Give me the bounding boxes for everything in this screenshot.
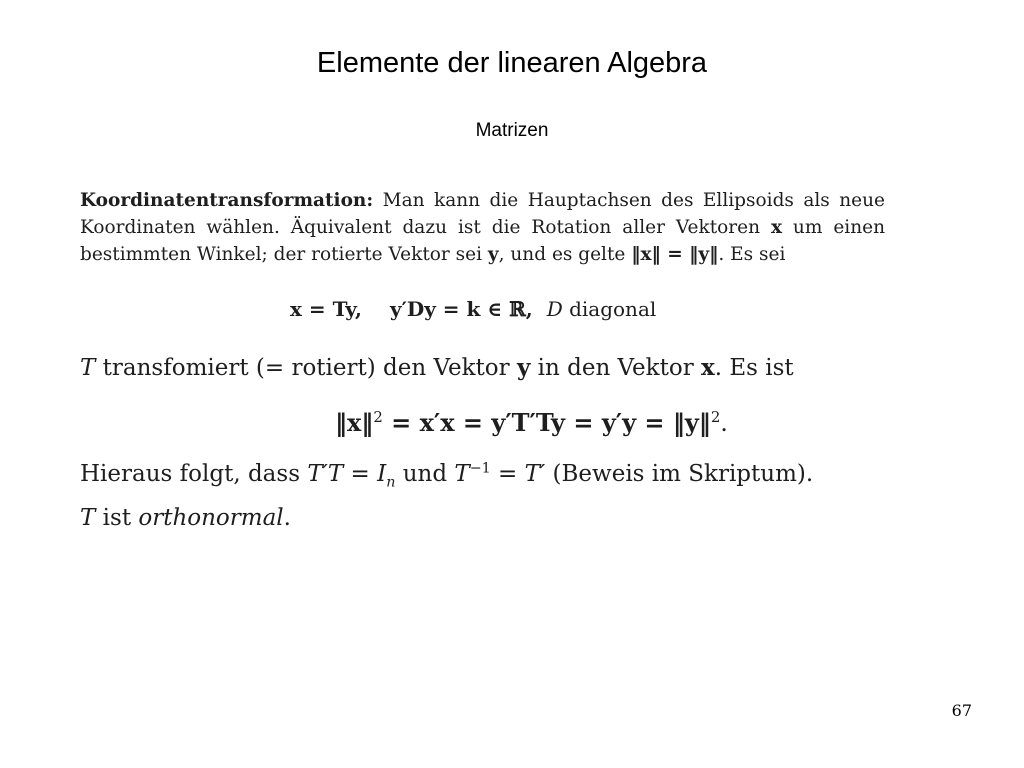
eq2-square-1: 2 xyxy=(373,408,383,426)
line2-text-b: und xyxy=(395,461,455,487)
eq2-square-2: 2 xyxy=(710,408,721,426)
line1-vector-x: x xyxy=(701,354,715,381)
paragraph-heading: Koordinatentransformation: xyxy=(80,190,374,211)
line3-text-b: . xyxy=(283,505,291,531)
text-line-transform xyxy=(80,354,794,381)
line3-orthonormal: orthonormal xyxy=(138,505,284,531)
line2-text-a: Hieraus folgt, dass xyxy=(80,461,308,487)
slide-title: Elemente der linearen Algebra xyxy=(316,47,708,79)
line1-text-b: in den Vektor xyxy=(530,355,702,381)
eq2-end: . xyxy=(720,409,728,437)
vector-x: x xyxy=(770,217,782,238)
line2-TT: T′T = I xyxy=(307,461,387,487)
line2-Tprime: = T′ xyxy=(490,461,546,487)
intro-text-2: um einen bestimmten Winkel; der rotierte Vektor sei xyxy=(80,217,885,265)
intro-text-3: , und es gelte xyxy=(498,244,632,265)
line2-inv: −1 xyxy=(469,460,491,477)
eq2-lhs: ‖x‖ xyxy=(335,408,374,437)
line2-Tinv: T xyxy=(454,461,470,487)
intro-paragraph xyxy=(80,187,885,268)
line1-vector-y: y xyxy=(516,354,531,381)
line3-T: T xyxy=(80,505,96,531)
line1-text-c: . Es ist xyxy=(714,355,794,381)
equation-definition xyxy=(290,297,656,321)
intro-text-4: . Es sei xyxy=(718,244,786,265)
text-line-orthonormal xyxy=(80,505,291,531)
eq1-part1: x = Ty, xyxy=(290,297,362,321)
line2-text-c: (Beweis im Skriptum). xyxy=(545,461,814,487)
line2-n: n xyxy=(386,474,396,491)
equation-norm xyxy=(335,408,728,437)
eq1-D: D xyxy=(546,297,563,321)
norm-equation: ‖x‖ = ‖y‖ xyxy=(631,244,719,265)
eq1-part2: y′Dy = k ∈ ℝ, xyxy=(389,297,533,321)
line1-text-a: transfomiert (= rotiert) den Vektor xyxy=(95,355,517,381)
symbol-T: T xyxy=(80,355,96,381)
line3-text-a: ist xyxy=(95,505,139,531)
intro-text-1: Man kann die Hauptachsen des Ellipsoids als neue Koordinaten wählen. Äquivalent dazu ist die Rotation aller Vektoren xyxy=(80,190,885,238)
eq1-diagonal: diagonal xyxy=(562,297,657,321)
vector-y: y xyxy=(487,244,499,265)
text-line-conclusion xyxy=(80,460,814,491)
slide-subtitle: Matrizen xyxy=(475,120,549,141)
eq2-rest: = x′x = y′T′Ty = y′y = ‖y‖ xyxy=(382,408,711,437)
page-number: 67 xyxy=(951,701,972,720)
